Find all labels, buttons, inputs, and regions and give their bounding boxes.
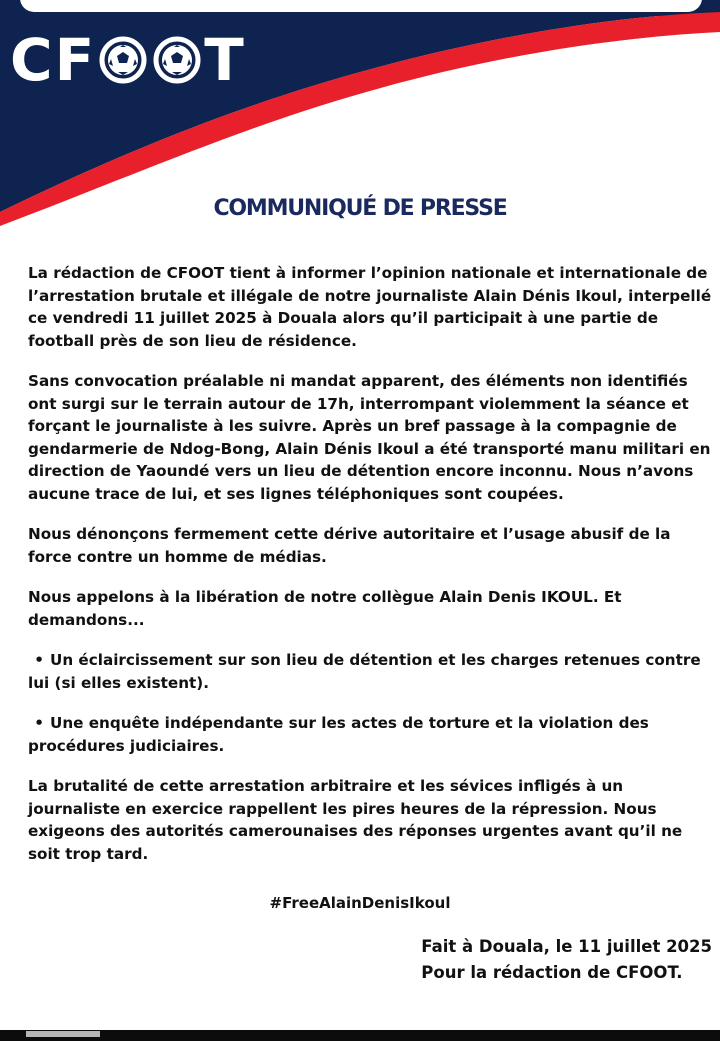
signature-block	[421, 934, 712, 986]
paragraph-appeal: Nous appelons à la libération de notre collègue Alain Denis IKOUL. Et demandons...	[28, 588, 622, 629]
logo-text-right: T	[204, 26, 246, 94]
paragraph-intro: La rédaction de CFOOT tient à informer l’opinion nationale et internationale de l’arrestation brutale et illégale de notre journaliste Alain Dénis Ikoul, interpellé ce vendredi 11 juillet 2025 à Douala alors qu’il participait à une partie de football près de son lieu de résidence.	[28, 264, 712, 350]
paragraph-closing: La brutalité de cette arrestation arbitraire et les sévices infligés à un journaliste en exercice rappellent les pires heures de la répression. Nous exigeons des autorités camerounaises des réponses urgentes avant qu’il ne soit trop tard.	[28, 777, 683, 863]
bullet-text: Une enquête indépendante sur les actes de torture et la violation des procédures judiciaires.	[28, 714, 649, 755]
signature-place-date: Fait à Douala, le 11 juillet 2025	[421, 937, 712, 956]
bullet-text: Un éclaircissement sur son lieu de détention et les charges retenues contre lui (si elles existent).	[28, 651, 701, 692]
press-release-title: COMMUNIQUÉ DE PRESSE	[213, 196, 507, 221]
bottom-logo-fragment	[26, 1024, 100, 1037]
cfoot-logo	[10, 26, 246, 94]
logo-text-left: CF	[10, 26, 97, 94]
bullet-dot-icon: •	[34, 651, 44, 669]
bullet-item	[28, 712, 714, 757]
soccer-ball-icon	[152, 35, 202, 85]
status-bar-pill	[20, 0, 702, 12]
signature-sender: Pour la rédaction de CFOOT.	[421, 963, 683, 982]
press-release-body	[28, 262, 714, 883]
paragraph-details: Sans convocation préalable ni mandat apparent, des éléments non identifiés ont surgi sur le terrain autour de 17h, interrompant violemment la séance et forçant le journaliste à les suivre. Après un bref passage à la compagnie de gendarmerie de Ndog-Bong, Alain Dénis Ikoul a été transporté manu militari en direction de Yaoundé vers un lieu de détention encore inconnu. Nous n’avons aucune trace de lui, et ses lignes téléphoniques sont coupées.	[28, 372, 711, 503]
bottom-frame	[0, 1030, 720, 1041]
bullet-item	[28, 649, 714, 694]
hashtag: #FreeAlainDenisIkoul	[269, 894, 451, 912]
paragraph-denounce: Nous dénonçons fermement cette dérive autoritaire et l’usage abusif de la force contre un homme de médias.	[28, 525, 671, 566]
soccer-ball-icon	[98, 35, 148, 85]
bullet-dot-icon: •	[34, 714, 44, 732]
